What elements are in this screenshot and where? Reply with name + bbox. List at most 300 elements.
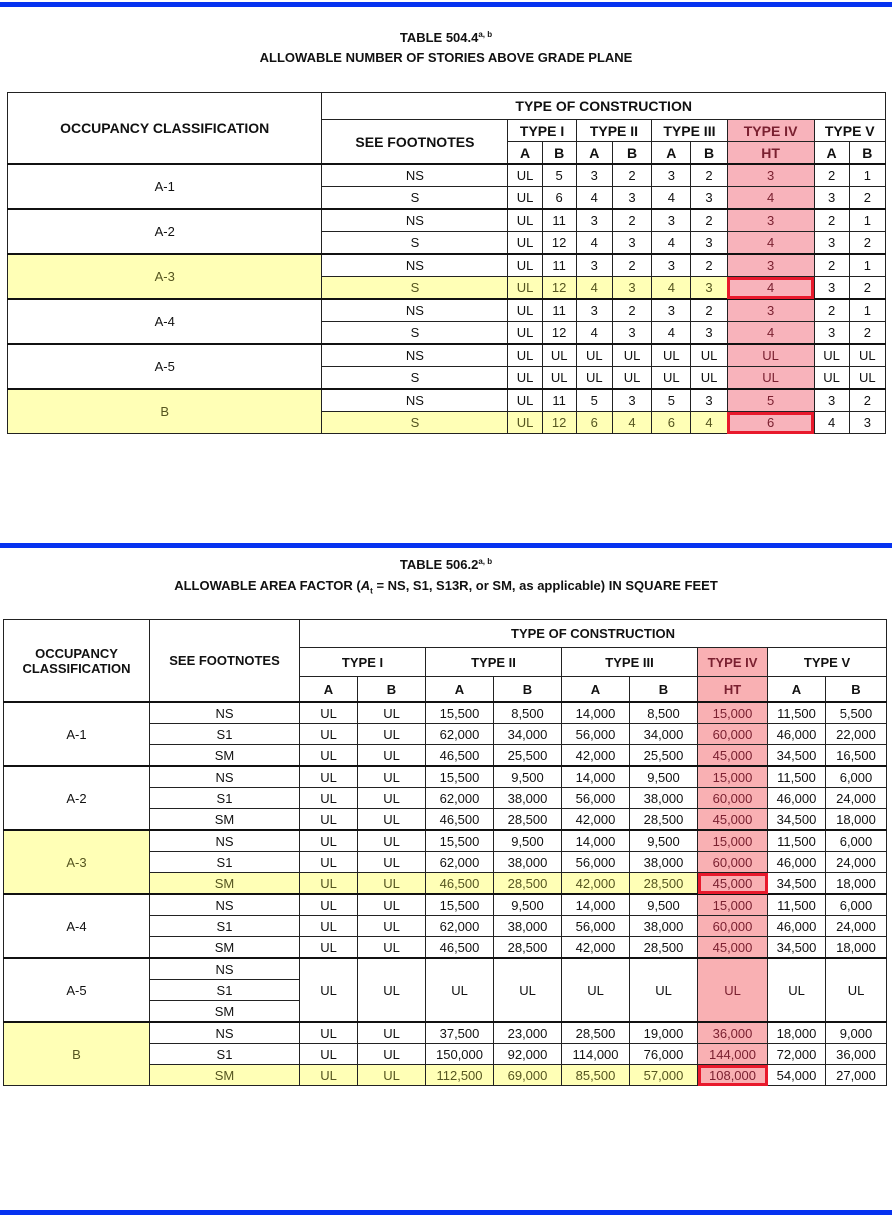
value-cell: 150,000 — [426, 1044, 494, 1065]
value-cell: 6,000 — [826, 894, 887, 916]
table-row — [4, 702, 887, 724]
occupancy-cell: B — [4, 1022, 150, 1086]
subtype-header: A — [652, 142, 691, 165]
subtype-header: B — [826, 677, 887, 703]
subtype-header: A — [426, 677, 494, 703]
value-cell: UL — [849, 344, 885, 367]
footnote-cell: SM — [150, 745, 300, 767]
value-cell: 60,000 — [698, 852, 768, 873]
value-cell: 3 — [691, 187, 727, 210]
value-cell: UL — [691, 367, 727, 390]
value-cell: UL — [652, 344, 691, 367]
value-cell: UL — [358, 702, 426, 724]
value-cell: 46,500 — [426, 745, 494, 767]
value-cell: 19,000 — [630, 1022, 698, 1044]
value-cell: UL — [826, 958, 887, 1022]
area-factor-table — [3, 619, 887, 1086]
subtype-header: B — [630, 677, 698, 703]
value-cell: 9,500 — [630, 894, 698, 916]
value-cell: 9,500 — [630, 830, 698, 852]
footnote-cell: NS — [322, 254, 508, 277]
value-cell: UL — [508, 322, 542, 345]
value-cell: 6 — [576, 412, 612, 434]
value-cell: 2 — [691, 164, 727, 187]
value-cell: 4 — [814, 412, 849, 434]
value-cell: UL — [691, 344, 727, 367]
value-cell: 72,000 — [768, 1044, 826, 1065]
value-cell: UL — [849, 367, 885, 390]
value-cell: 24,000 — [826, 788, 887, 809]
value-cell: 27,000 — [826, 1065, 887, 1086]
middle-divider — [0, 543, 892, 548]
value-cell: UL — [630, 958, 698, 1022]
footnote-cell: S1 — [150, 1044, 300, 1065]
value-cell: UL — [727, 367, 814, 390]
value-cell: 4 — [652, 322, 691, 345]
value-cell: UL — [698, 958, 768, 1022]
value-cell: 2 — [612, 299, 651, 322]
value-cell: UL — [358, 830, 426, 852]
value-cell: 76,000 — [630, 1044, 698, 1065]
value-cell: 4 — [727, 277, 814, 300]
value-cell: 2 — [849, 187, 885, 210]
table-row — [8, 299, 886, 322]
value-cell: 144,000 — [698, 1044, 768, 1065]
value-cell: UL — [508, 344, 542, 367]
table2-footnote-ref: a, b — [478, 557, 493, 566]
table-row — [4, 1022, 887, 1044]
value-cell: UL — [508, 389, 542, 412]
value-cell: UL — [508, 299, 542, 322]
value-cell: 4 — [612, 412, 651, 434]
value-cell: 6 — [727, 412, 814, 434]
value-cell: 34,500 — [768, 937, 826, 959]
subtype-header: B — [612, 142, 651, 165]
value-cell: 12 — [542, 277, 576, 300]
construction-header: TYPE OF CONSTRUCTION — [300, 620, 887, 648]
value-cell: 38,000 — [630, 788, 698, 809]
value-cell: 46,500 — [426, 809, 494, 831]
value-cell: 9,000 — [826, 1022, 887, 1044]
value-cell: 54,000 — [768, 1065, 826, 1086]
value-cell: 15,500 — [426, 702, 494, 724]
value-cell: 108,000 — [698, 1065, 768, 1086]
subtype-header: B — [849, 142, 885, 165]
value-cell: UL — [300, 958, 358, 1022]
occupancy-header-label: OCCUPANCY CLASSIFICATION — [22, 645, 131, 676]
subtype-header: B — [691, 142, 727, 165]
value-cell: UL — [358, 916, 426, 937]
occupancy-cell: A-2 — [4, 766, 150, 830]
value-cell: 25,500 — [494, 745, 562, 767]
occupancy-header — [4, 620, 150, 703]
value-cell: UL — [562, 958, 630, 1022]
value-cell: UL — [358, 809, 426, 831]
occupancy-header: OCCUPANCY CLASSIFICATION — [8, 93, 322, 165]
value-cell: UL — [358, 724, 426, 745]
footnotes-header: SEE FOOTNOTES — [322, 120, 508, 165]
value-cell: 3 — [691, 322, 727, 345]
value-cell: 38,000 — [630, 852, 698, 873]
type-header: TYPE IV — [727, 120, 814, 142]
value-cell: UL — [426, 958, 494, 1022]
footnote-cell: SM — [150, 1001, 300, 1023]
value-cell: UL — [542, 367, 576, 390]
value-cell: 28,500 — [630, 937, 698, 959]
footnote-cell: SM — [150, 873, 300, 895]
value-cell: 3 — [652, 254, 691, 277]
value-cell: UL — [300, 766, 358, 788]
footnote-cell: NS — [322, 389, 508, 412]
value-cell: 15,000 — [698, 702, 768, 724]
value-cell: UL — [300, 873, 358, 895]
value-cell: 3 — [612, 322, 651, 345]
table1-title — [0, 30, 892, 46]
value-cell: 11 — [542, 254, 576, 277]
value-cell: 5 — [652, 389, 691, 412]
footnote-cell: S — [322, 187, 508, 210]
table-row — [8, 164, 886, 187]
value-cell: 2 — [814, 254, 849, 277]
occupancy-cell: A-4 — [8, 299, 322, 344]
subtype-header: A — [814, 142, 849, 165]
value-cell: 37,500 — [426, 1022, 494, 1044]
value-cell: 36,000 — [826, 1044, 887, 1065]
value-cell: 1 — [849, 209, 885, 232]
value-cell: UL — [300, 1044, 358, 1065]
value-cell: 4 — [576, 277, 612, 300]
value-cell: 3 — [652, 299, 691, 322]
value-cell: 3 — [727, 209, 814, 232]
value-cell: 3 — [612, 232, 651, 255]
value-cell: UL — [494, 958, 562, 1022]
footnote-cell: S1 — [150, 724, 300, 745]
value-cell: 3 — [814, 187, 849, 210]
value-cell: 4 — [727, 322, 814, 345]
value-cell: 15,000 — [698, 830, 768, 852]
table-row — [8, 209, 886, 232]
value-cell: 46,000 — [768, 788, 826, 809]
occupancy-cell: A-3 — [4, 830, 150, 894]
value-cell: 3 — [691, 277, 727, 300]
value-cell: UL — [768, 958, 826, 1022]
type-header: TYPE II — [426, 648, 562, 677]
subtype-header: A — [562, 677, 630, 703]
value-cell: 2 — [814, 164, 849, 187]
value-cell: 15,000 — [698, 894, 768, 916]
value-cell: UL — [814, 344, 849, 367]
value-cell: 62,000 — [426, 724, 494, 745]
value-cell: 46,500 — [426, 937, 494, 959]
value-cell: 11 — [542, 299, 576, 322]
table-row — [8, 389, 886, 412]
bottom-divider — [0, 1210, 892, 1215]
value-cell: 42,000 — [562, 809, 630, 831]
value-cell: 23,000 — [494, 1022, 562, 1044]
value-cell: 4 — [652, 232, 691, 255]
value-cell: 46,500 — [426, 873, 494, 895]
value-cell: 14,000 — [562, 702, 630, 724]
value-cell: 45,000 — [698, 809, 768, 831]
occupancy-cell: A-1 — [4, 702, 150, 766]
value-cell: 9,500 — [494, 766, 562, 788]
table-row — [4, 958, 887, 980]
value-cell: UL — [508, 187, 542, 210]
type-header: TYPE II — [576, 120, 651, 142]
value-cell: UL — [300, 916, 358, 937]
value-cell: UL — [612, 344, 651, 367]
value-cell: 11,500 — [768, 894, 826, 916]
value-cell: 3 — [691, 232, 727, 255]
value-cell: UL — [508, 209, 542, 232]
value-cell: UL — [358, 958, 426, 1022]
value-cell: 34,500 — [768, 809, 826, 831]
occupancy-cell: A-1 — [8, 164, 322, 209]
footnote-cell: NS — [150, 894, 300, 916]
value-cell: 3 — [652, 209, 691, 232]
value-cell: 14,000 — [562, 894, 630, 916]
subtitle-variable: A — [360, 578, 371, 593]
subtype-header: HT — [727, 142, 814, 165]
subtype-header: A — [300, 677, 358, 703]
value-cell: 57,000 — [630, 1065, 698, 1086]
footnote-cell: S1 — [150, 980, 300, 1001]
value-cell: 46,000 — [768, 916, 826, 937]
value-cell: 45,000 — [698, 745, 768, 767]
value-cell: 8,500 — [494, 702, 562, 724]
value-cell: 5 — [576, 389, 612, 412]
type-header: TYPE I — [300, 648, 426, 677]
value-cell: 15,500 — [426, 894, 494, 916]
value-cell: 5,500 — [826, 702, 887, 724]
value-cell: 56,000 — [562, 788, 630, 809]
footnote-cell: NS — [322, 344, 508, 367]
value-cell: 18,000 — [826, 873, 887, 895]
footnote-cell: S1 — [150, 852, 300, 873]
value-cell: 11,500 — [768, 702, 826, 724]
value-cell: 4 — [652, 187, 691, 210]
value-cell: 14,000 — [562, 766, 630, 788]
value-cell: UL — [652, 367, 691, 390]
value-cell: 3 — [652, 164, 691, 187]
value-cell: 60,000 — [698, 788, 768, 809]
value-cell: UL — [508, 277, 542, 300]
value-cell: 3 — [691, 389, 727, 412]
value-cell: UL — [358, 1065, 426, 1086]
subtype-header: B — [494, 677, 562, 703]
value-cell: 5 — [542, 164, 576, 187]
footnote-cell: S1 — [150, 916, 300, 937]
footnote-cell: SM — [150, 809, 300, 831]
construction-header: TYPE OF CONSTRUCTION — [322, 93, 886, 120]
value-cell: 2 — [691, 209, 727, 232]
value-cell: 4 — [727, 232, 814, 255]
value-cell: 6 — [652, 412, 691, 434]
value-cell: 3 — [612, 187, 651, 210]
value-cell: UL — [358, 788, 426, 809]
value-cell: 34,500 — [768, 873, 826, 895]
occupancy-cell: A-2 — [8, 209, 322, 254]
value-cell: 1 — [849, 299, 885, 322]
footnote-cell: NS — [322, 209, 508, 232]
value-cell: 2 — [612, 209, 651, 232]
type-header: TYPE V — [814, 120, 886, 142]
type-header: TYPE I — [508, 120, 576, 142]
footnote-cell: S — [322, 277, 508, 300]
value-cell: 24,000 — [826, 852, 887, 873]
value-cell: 15,500 — [426, 830, 494, 852]
value-cell: 18,000 — [826, 809, 887, 831]
value-cell: 45,000 — [698, 937, 768, 959]
footnote-cell: SM — [150, 937, 300, 959]
type-header: TYPE V — [768, 648, 887, 677]
value-cell: UL — [358, 1044, 426, 1065]
value-cell: 28,500 — [494, 873, 562, 895]
subtype-header: A — [576, 142, 612, 165]
occupancy-cell: A-4 — [4, 894, 150, 958]
value-cell: 6,000 — [826, 830, 887, 852]
table2-number: TABLE 506.2 — [399, 557, 479, 572]
value-cell: 2 — [612, 164, 651, 187]
value-cell: 56,000 — [562, 852, 630, 873]
footnote-cell: S1 — [150, 788, 300, 809]
value-cell: 11 — [542, 209, 576, 232]
value-cell: 69,000 — [494, 1065, 562, 1086]
table1-footnote-ref: a, b — [478, 30, 493, 39]
footnote-cell: S — [322, 412, 508, 434]
value-cell: 92,000 — [494, 1044, 562, 1065]
value-cell: 2 — [814, 209, 849, 232]
value-cell: 12 — [542, 322, 576, 345]
value-cell: UL — [300, 1022, 358, 1044]
value-cell: 28,500 — [494, 809, 562, 831]
value-cell: UL — [300, 724, 358, 745]
value-cell: UL — [300, 852, 358, 873]
table-row — [4, 830, 887, 852]
value-cell: UL — [727, 344, 814, 367]
subtype-header: B — [542, 142, 576, 165]
value-cell: 2 — [814, 299, 849, 322]
value-cell: 38,000 — [494, 852, 562, 873]
type-header: TYPE III — [652, 120, 727, 142]
subtype-header: B — [358, 677, 426, 703]
value-cell: 46,000 — [768, 852, 826, 873]
footnote-cell: S — [322, 232, 508, 255]
value-cell: UL — [612, 367, 651, 390]
value-cell: 9,500 — [494, 830, 562, 852]
value-cell: UL — [300, 1065, 358, 1086]
value-cell: 8,500 — [630, 702, 698, 724]
value-cell: 3 — [576, 164, 612, 187]
value-cell: UL — [358, 1022, 426, 1044]
value-cell: 42,000 — [562, 873, 630, 895]
value-cell: 2 — [849, 232, 885, 255]
value-cell: UL — [358, 894, 426, 916]
subtitle-text: = NS, S1, S13R, or SM, as applicable) IN SQUARE FEET — [372, 578, 718, 593]
value-cell: 38,000 — [494, 788, 562, 809]
value-cell: 3 — [576, 254, 612, 277]
value-cell: UL — [358, 873, 426, 895]
value-cell: 12 — [542, 232, 576, 255]
value-cell: UL — [300, 788, 358, 809]
value-cell: 15,000 — [698, 766, 768, 788]
value-cell: 18,000 — [768, 1022, 826, 1044]
footnote-cell: NS — [150, 1022, 300, 1044]
type-header: TYPE III — [562, 648, 698, 677]
value-cell: 62,000 — [426, 852, 494, 873]
value-cell: 42,000 — [562, 745, 630, 767]
footnote-cell: NS — [322, 164, 508, 187]
occupancy-cell: A-5 — [8, 344, 322, 389]
value-cell: UL — [358, 745, 426, 767]
value-cell: 3 — [612, 389, 651, 412]
value-cell: 3 — [576, 209, 612, 232]
value-cell: 3 — [727, 164, 814, 187]
value-cell: UL — [300, 830, 358, 852]
value-cell: 2 — [849, 389, 885, 412]
value-cell: 34,000 — [630, 724, 698, 745]
footnote-cell: S — [322, 367, 508, 390]
occupancy-cell: A-5 — [4, 958, 150, 1022]
value-cell: 3 — [727, 254, 814, 277]
table1-number: TABLE 504.4 — [399, 30, 479, 45]
value-cell: 1 — [849, 164, 885, 187]
value-cell: 2 — [691, 254, 727, 277]
stories-table — [7, 92, 886, 434]
value-cell: 12 — [542, 412, 576, 434]
value-cell: 18,000 — [826, 937, 887, 959]
value-cell: 36,000 — [698, 1022, 768, 1044]
value-cell: 11,500 — [768, 766, 826, 788]
occupancy-cell: A-3 — [8, 254, 322, 299]
value-cell: 85,500 — [562, 1065, 630, 1086]
top-divider — [0, 2, 892, 7]
table-row — [8, 254, 886, 277]
value-cell: 42,000 — [562, 937, 630, 959]
value-cell: 2 — [849, 277, 885, 300]
value-cell: UL — [358, 937, 426, 959]
value-cell: 45,000 — [698, 873, 768, 895]
value-cell: 2 — [612, 254, 651, 277]
value-cell: 4 — [576, 187, 612, 210]
type-header: TYPE IV — [698, 648, 768, 677]
value-cell: UL — [300, 809, 358, 831]
table2-title — [0, 557, 892, 573]
value-cell: 4 — [576, 322, 612, 345]
subtype-header: HT — [698, 677, 768, 703]
value-cell: 2 — [691, 299, 727, 322]
value-cell: 28,500 — [562, 1022, 630, 1044]
value-cell: 28,500 — [630, 809, 698, 831]
value-cell: 4 — [652, 277, 691, 300]
value-cell: UL — [508, 367, 542, 390]
value-cell: 6,000 — [826, 766, 887, 788]
value-cell: 28,500 — [494, 937, 562, 959]
value-cell: 62,000 — [426, 916, 494, 937]
table2-subtitle — [0, 578, 892, 600]
value-cell: 56,000 — [562, 724, 630, 745]
value-cell: 11 — [542, 389, 576, 412]
footnotes-header: SEE FOOTNOTES — [150, 620, 300, 703]
value-cell: 24,000 — [826, 916, 887, 937]
value-cell: 4 — [576, 232, 612, 255]
value-cell: 3 — [727, 299, 814, 322]
value-cell: 16,500 — [826, 745, 887, 767]
value-cell: 38,000 — [494, 916, 562, 937]
value-cell: 46,000 — [768, 724, 826, 745]
footnote-cell: S — [322, 322, 508, 345]
value-cell: 9,500 — [630, 766, 698, 788]
